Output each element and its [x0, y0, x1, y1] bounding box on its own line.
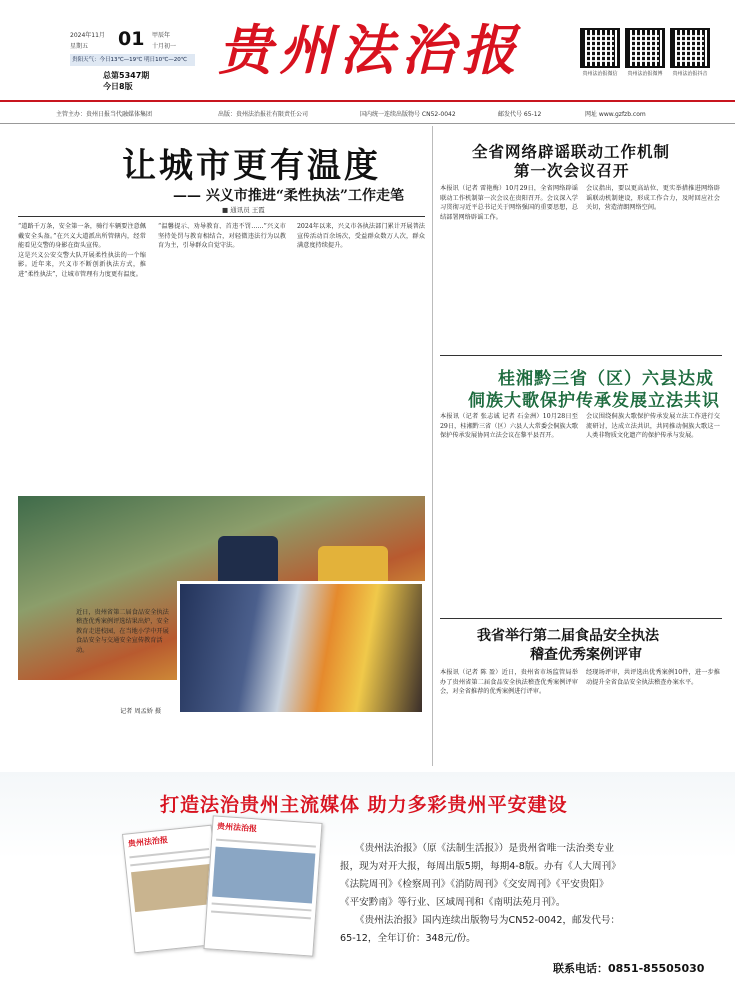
- weekday: 星期五: [70, 43, 89, 50]
- lead-byline: ■ 通讯员 王霞: [222, 206, 265, 214]
- paper-title: 贵州法治报: [216, 820, 258, 834]
- sponsor: 主管主办：贵州日报当代融媒体集团: [56, 111, 153, 118]
- paragraph: 这是兴义公安交警大队开展柔性执法的一个缩影。近年来，兴义市不断创新执法方式，推进“柔性执法”，让城市管理有力度更有温度。: [18, 251, 146, 278]
- story3-headline: 我省举行第二届食品安全执法: [477, 628, 659, 644]
- divider: [440, 618, 722, 619]
- paragraph: 本报讯（记者 陈 盈）近日，贵州省市场监管局举办了贵州省第二届食品安全执法稽查优秀案例评审会，对全省推荐的优秀案例进行评审。: [440, 669, 578, 696]
- lead-column-1: [18, 222, 146, 492]
- qr-label: 贵州法治报微博: [627, 71, 663, 77]
- banner-line: 《贵州法治报》（原《法制生活报》）是贵州省唯一法治类专业: [355, 843, 615, 854]
- divider: [440, 355, 722, 356]
- qr-label: 贵州法治报抖音: [672, 71, 708, 77]
- story2-col-1: [440, 412, 578, 612]
- inset-photo: [177, 581, 425, 715]
- story1-col-1: [440, 184, 578, 350]
- zip-code: 邮发代号 65-12: [498, 111, 542, 118]
- paragraph: “温馨提示、劝导教育、首违不罚……”兴义市坚持处罚与教育相结合，对轻微违法行为以教育为主，引导群众自觉守法。: [158, 223, 286, 250]
- lunar-day: 十月初一: [152, 43, 177, 50]
- paper-stack-image: [108, 819, 338, 957]
- banner-headline: 打造法治贵州主流媒体 助力多彩贵州平安建设: [160, 794, 568, 816]
- photo-block: [212, 847, 315, 904]
- total-issue: 总第5347期: [103, 71, 150, 80]
- lead-column-3: [297, 222, 425, 492]
- banner-line: 65-12，全年订价：348元/份。: [340, 933, 476, 944]
- paper-image: [203, 815, 322, 956]
- contact-phone[interactable]: 联系电话：0851-85505030: [553, 962, 705, 975]
- qr-code-icon[interactable]: [580, 28, 620, 68]
- lead-column-2: [158, 222, 286, 492]
- qr-code-icon[interactable]: [625, 28, 665, 68]
- paragraph: 会议围绕侗族大歌保护传承发展立法工作进行交流研讨，达成立法共识，共同推动侗族大歌这一人类非物质文化遗产的保护传承与发展。: [586, 413, 720, 440]
- text-line: [212, 902, 312, 911]
- photo-block: [131, 864, 215, 912]
- photo-caption: 近日，贵州省第二届食品安全执法稽查优秀案例评选结果出炉，安全教育走进校园，在当地小学中开展食品安全与交通安全宣传教育活动。: [76, 609, 169, 654]
- text-line: [216, 839, 316, 848]
- qr-label: 贵州法治报微信: [582, 71, 618, 77]
- paper-title: 贵州法治报: [127, 834, 169, 849]
- website[interactable]: 网址 www.gzfzb.com: [585, 111, 646, 118]
- banner-line: 《平安黔南》等行业、区域周刊和《南明法苑月刊》。: [340, 897, 566, 908]
- paragraph: 会议指出，要以更高站位、更实举措推进网络辟谣联动机制建设，形成工作合力，及时回应社会关切，营造清朗网络空间。: [586, 185, 720, 212]
- newspaper-title: 贵州法治报: [218, 18, 523, 82]
- paragraph: “道路千万条，安全第一条，骑行车辆要注意佩戴安全头盔。”在兴义大道派出所管辖内，经常能看见交警的身影在街头宣传。: [18, 223, 146, 250]
- paragraph: 本报讯（记者 张志诚 记者 石金洲）10月28日至29日，桂湘黔三省（区）六县人大常委会侗族大歌保护传承发展协同立法会议在黎平县召开。: [440, 413, 578, 440]
- paragraph: 2024年以来，兴义市各执法部门累计开展普法宣传活动百余场次，受益群众数万人次，群众满意度持续提升。: [297, 223, 425, 250]
- qr-code-icon[interactable]: [670, 28, 710, 68]
- info-strip: [0, 100, 735, 124]
- story2-col-2: [586, 412, 720, 612]
- lead-headline: 让城市更有温度: [122, 146, 381, 186]
- story2-headline-2: 侗族大歌保护传承发展立法共识: [468, 391, 720, 411]
- paragraph: 经现场评审，共评选出优秀案例10件，进一步推动提升全省食品安全执法稽查办案水平。: [586, 669, 720, 686]
- story1-headline-2: 第一次会议召开: [514, 161, 630, 180]
- date-line: 2024年11月: [70, 32, 105, 39]
- story3-col-2: [586, 668, 720, 766]
- page-count: 今日8版: [103, 82, 133, 91]
- story3-col-1: [440, 668, 578, 766]
- text-line: [211, 910, 311, 919]
- lead-subhead: —— 兴义市推进“柔性执法”工作走笔: [173, 188, 404, 204]
- banner-line: 《贵州法治报》国内连续出版物号为CN52-0042，邮发代号：: [355, 915, 621, 926]
- story2-headline: 桂湘黔三省（区）六县达成: [498, 369, 714, 389]
- paragraph: 本报讯（记者 雷艳梅）10月29日，全省网络辟谣联动工作机制第一次会议在贵阳召开。会议深入学习贯彻习近平总书记关于网络强国的重要思想，总结部署网络辟谣工作。: [440, 185, 578, 221]
- promo-banner: [0, 772, 735, 989]
- publisher: 出版：贵州法治报社有限责任公司: [218, 111, 309, 118]
- story3-headline-2: 稽查优秀案例评审: [530, 647, 642, 663]
- photo-credit: 记者 周孟娇 摄: [120, 708, 162, 715]
- masthead: [0, 0, 735, 96]
- issue-info: [103, 70, 149, 92]
- banner-line: 《法院周刊》《检察周刊》《消防周刊》《交安周刊》《平安贵阳》: [340, 879, 609, 890]
- column-divider: [432, 126, 433, 766]
- day-number: 01: [118, 28, 145, 50]
- divider: [18, 216, 425, 217]
- lunar-year: 甲辰年: [152, 32, 171, 39]
- story1-col-2: [586, 184, 720, 350]
- weather-bar: 贵阳天气：今日13℃—19℃ 明日10℃—20℃: [70, 54, 195, 66]
- cn-number: 国内统一连续出版物号 CN52-0042: [360, 111, 456, 118]
- banner-line: 报，现为对开大报，每周出版5期，每期4-8版。办有《人大周刊》: [340, 861, 621, 872]
- story1-headline: 全省网络辟谣联动工作机制: [472, 142, 671, 161]
